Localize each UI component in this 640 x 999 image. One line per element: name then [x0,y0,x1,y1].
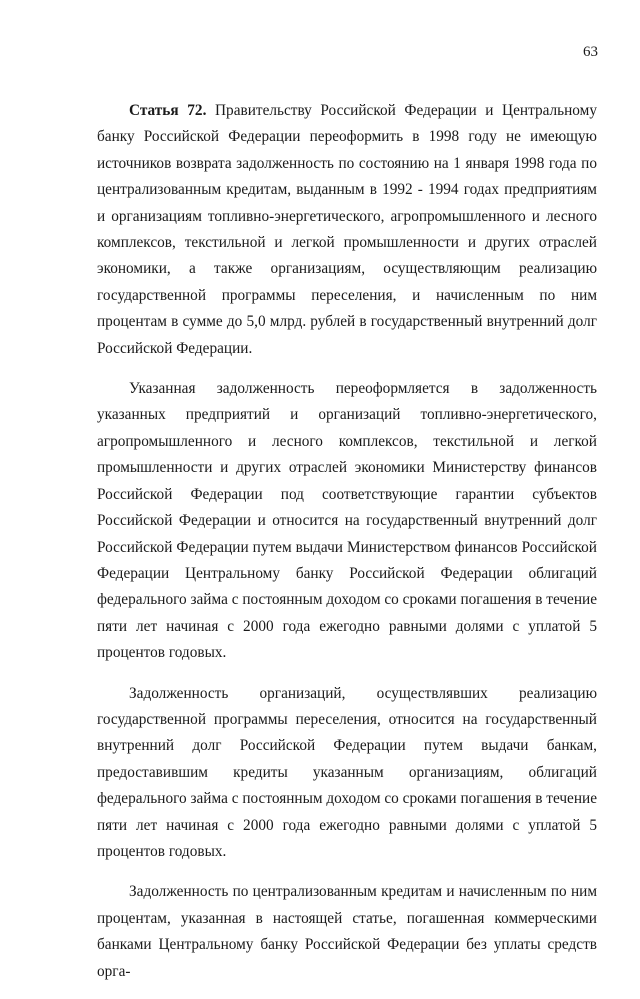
article-paragraph-3: Задолженность организаций, осуществлявших реализацию государственной программы переселения, относится на государственный внутренний долг Российской Федерации путем выдачи банкам, предоставившим кредиты указанным организациям, облигаций федерального займа с постоянным доходом со сроками погашения в течение пяти лет начиная с 2000 года ежегодно равными долями с уплатой 5 процентов годовых. [97,684,597,860]
article-paragraph-4: Задолженность по централизованным кредитам и начисленным по ним процентам, указанная в настоящей статье, погашенная коммерческими банками Центральному банку Российской Федерации без уплаты средств орга- [97,883,597,980]
article-paragraph-1 [97,98,597,362]
article-heading: Статья 72. [129,102,207,119]
page-number: 63 [583,44,598,60]
article-paragraph-2: Указанная задолженность переоформляется в задолженность указанных предприятий и организаций топливно-энергетического, агропромышленного и лесного комплексов, текстильной и легкой промышленности и других отраслей экономики Министерству финансов Российской Федерации под соответствующие гарантии субъектов Российской Федерации и относится на государственный внутренний долг Российской Федерации путем выдачи Министерством финансов Российской Федерации Центральному банку Российской Федерации облигаций федерального займа с постоянным доходом со сроками погашения в течение пяти лет начиная с 2000 года ежегодно равными долями с уплатой 5 процентов годовых. [97,380,597,662]
article-body [97,98,597,999]
article-paragraph-1-text: Правительству Российской Федерации и Центральному банку Российской Федерации переоформить в 1998 году не имеющую источников возврата задолженность по состоянию на 1 января 1998 года по централизованным кредитам, выданным в 1992 - 1994 годах предприятиям и организациям топливно-энергетического, агропромышленного и лесного комплексов, текстильной и легкой промышленности и других отраслей экономики, а также организациям, осуществляющим реализацию государственной программы переселения, и начисленным по ним процентам в сумме до 5,0 млрд. рублей в государственный внутренний долг Российской Федерации. [97,102,597,357]
